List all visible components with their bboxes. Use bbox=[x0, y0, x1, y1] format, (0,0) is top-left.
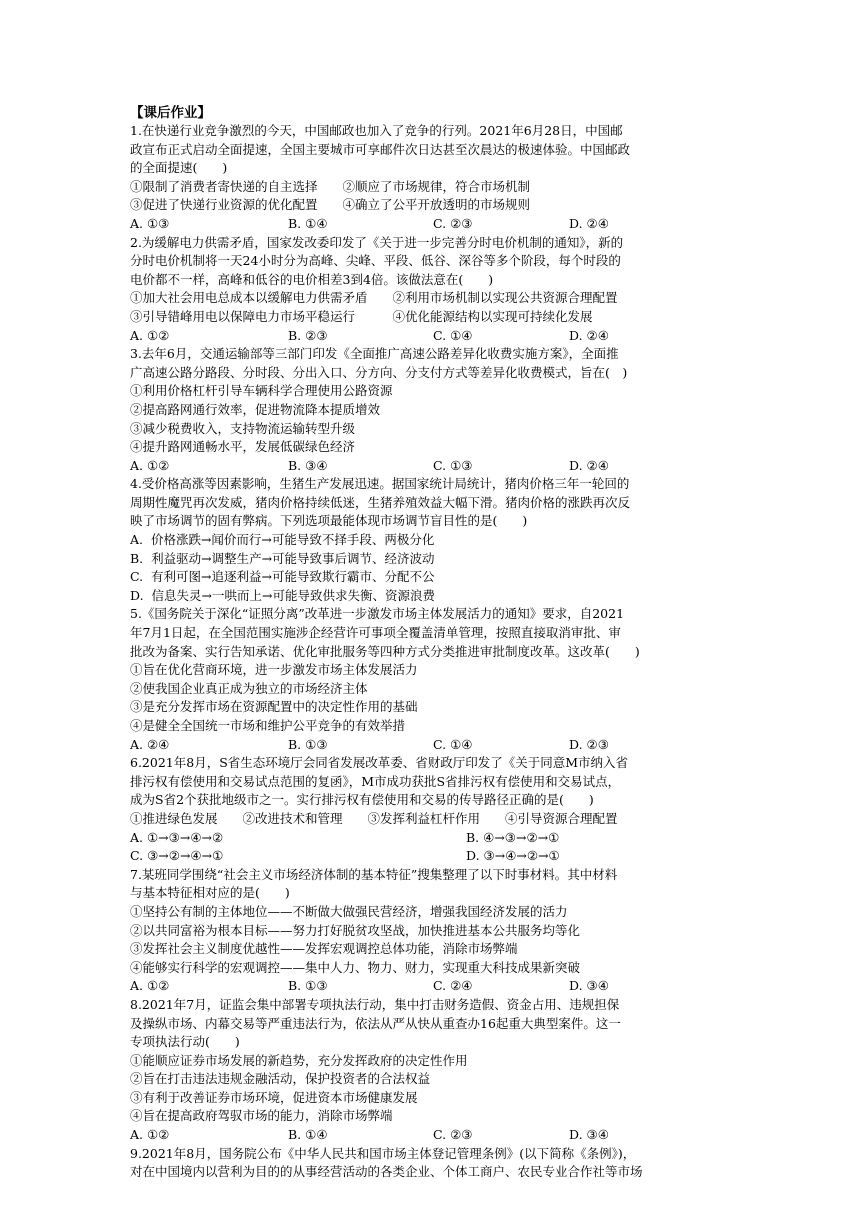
question-text-line: ②以共同富裕为根本目标——努力打好脱贫攻坚战，加快推进基本公共服务均等化 bbox=[130, 922, 581, 938]
answer-option: B. ③④ bbox=[288, 457, 328, 473]
question-2 bbox=[130, 234, 735, 346]
question-text-line: ②使我国企业真正成为独立的市场经济主体 bbox=[130, 680, 368, 696]
question-text-line: ③引导错峰用电以保障电力市场平稳运行 ④优化能源结构以实现可持续化发展 bbox=[130, 308, 593, 324]
answer-option: A. ①→③→④→② bbox=[130, 829, 224, 845]
question-text-line: 及操纵市场、内幕交易等严重违法行为，依法从严从快从重查办16起重大典型案件。这一 bbox=[130, 1015, 621, 1031]
question-text-line: D. 信息失灵→一哄而上→可能导致供求失衡、资源浪费 bbox=[130, 587, 435, 603]
question-text-line: ③有利于改善证券市场环境，促进资本市场健康发展 bbox=[130, 1089, 418, 1105]
question-text-line: 对在中国境内以营利为目的的从事经营活动的各类企业、个体工商户、农民专业合作社等市场 bbox=[130, 1164, 643, 1180]
question-text-line: 年7月1日起，在全国范围实施涉企经营许可事项全覆盖清单管理，按照直接取消审批、审 bbox=[130, 625, 621, 641]
answer-option: D. ③④ bbox=[569, 1127, 609, 1143]
question-text-line: 广高速公路分路段、分时段、分出入口、分方向、分支付方式等差异化收费模式，旨在( ) bbox=[130, 364, 628, 380]
question-text-line: ②提高路网通行效率，促进物流降本提质增效 bbox=[130, 401, 381, 417]
answer-option: C. ②④ bbox=[433, 978, 473, 994]
question-text-line: ③发挥社会主义制度优越性——发挥宏观调控总体功能，消除市场弊端 bbox=[130, 941, 518, 957]
answer-option: B. ②③ bbox=[288, 327, 328, 343]
answer-option: D. ②④ bbox=[569, 327, 609, 343]
question-text-line: ①利用价格杠杆引导车辆科学合理使用公路资源 bbox=[130, 383, 393, 399]
question-text-line: A. 价格涨跌→闻价而行→可能导致不择手段、两极分化 bbox=[130, 532, 435, 548]
answer-option: D. ②③ bbox=[569, 736, 609, 752]
answer-option: C. ①④ bbox=[433, 327, 473, 343]
question-text-line: ④提升路网通畅水平，发展低碳绿色经济 bbox=[130, 439, 356, 455]
answer-option: A. ①② bbox=[130, 327, 170, 343]
question-text-line: 6.2021年8月，S省生态环境厅会同省发展改革委、省财政厅印发了《关于同意M市纳入省 bbox=[130, 755, 629, 771]
answer-options bbox=[130, 847, 735, 866]
question-8 bbox=[130, 996, 735, 1145]
answer-option: C. ①④ bbox=[433, 736, 473, 752]
answer-option: A. ①③ bbox=[130, 215, 170, 231]
answer-option: A. ①② bbox=[130, 457, 170, 473]
answer-option: A. ①② bbox=[130, 978, 170, 994]
question-text-line: ①旨在优化营商环境，进一步激发市场主体发展活力 bbox=[130, 662, 418, 678]
question-list bbox=[130, 122, 735, 1182]
question-text-line: ①推进绿色发展 ②改进技术和管理 ③发挥利益杠杆作用 ④引导资源合理配置 bbox=[130, 810, 618, 826]
answer-option: A. ②④ bbox=[130, 736, 170, 752]
answer-option: B. ④→③→②→① bbox=[466, 829, 560, 845]
question-text-line: 映了市场调节的固有弊病。下列选项最能体现市场调节盲目性的是( ) bbox=[130, 513, 528, 529]
question-6 bbox=[130, 754, 735, 866]
answer-option: D. ③④ bbox=[569, 978, 609, 994]
question-5 bbox=[130, 605, 735, 754]
answer-option: C. ②③ bbox=[433, 1127, 473, 1143]
question-text-line: 排污权有偿使用和交易试点范围的复函》，M市成功获批S省排污权有偿使用和交易试点， bbox=[130, 773, 621, 789]
question-9 bbox=[130, 1145, 735, 1182]
question-text-line: C. 有利可图→追逐利益→可能导致欺行霸市、分配不公 bbox=[130, 569, 435, 585]
question-text-line: 电价都不一样，高峰和低谷的电价相差3到4倍。该做法意在( ) bbox=[130, 271, 494, 287]
answer-option: C. ②③ bbox=[433, 215, 473, 231]
answer-option: D. ②④ bbox=[569, 457, 609, 473]
answer-option: C. ①③ bbox=[433, 457, 473, 473]
question-text-line: ①能顺应证券市场发展的新趋势，充分发挥政府的决定性作用 bbox=[130, 1052, 468, 1068]
answer-options bbox=[130, 829, 735, 848]
answer-option: B. ①④ bbox=[288, 215, 328, 231]
question-text-line: ④是健全全国统一市场和维护公平竞争的有效举措 bbox=[130, 718, 406, 733]
answer-option: D. ③→④→②→① bbox=[466, 848, 560, 864]
answer-options bbox=[130, 215, 735, 234]
question-text-line: ③是充分发挥市场在资源配置中的决定性作用的基础 bbox=[130, 699, 418, 715]
question-7 bbox=[130, 866, 735, 996]
question-text-line: ③促进了快递行业资源的优化配置 ④确立了公平开放透明的市场规则 bbox=[130, 197, 531, 213]
question-text-line: 8.2021年7月，证监会集中部署专项执法行动，集中打击财务造假、资金占用、违规担保 bbox=[130, 996, 620, 1012]
question-1 bbox=[130, 122, 735, 234]
question-text-line: 9.2021年8月，国务院公布《中华人民共和国市场主体登记管理条例》(以下简称《条例》)， bbox=[130, 1145, 636, 1161]
question-text-line: 专项执法行动( ) bbox=[130, 1034, 240, 1050]
question-text-line: 成为S省2个获批地级市之一。实行排污权有偿使用和交易的传导路径正确的是( ) bbox=[130, 792, 594, 808]
question-text-line: 批改为备案、实行告知承诺、优化审批服务等四种方式分类推进审批制度改革。这改革( ) bbox=[130, 643, 640, 659]
answer-options bbox=[130, 736, 735, 755]
answer-options bbox=[130, 977, 735, 996]
question-text-line: 的全面提速( ) bbox=[130, 160, 228, 176]
question-text-line: 政宣布正式启动全面提速，全国主要城市可享邮件次日达甚至次晨达的极速体验。中国邮政 bbox=[130, 141, 631, 157]
question-text-line: 周期性魔咒再次发威，猪肉价格持续低迷，生猪养殖效益大幅下滑。猪肉价格的涨跌再次反 bbox=[130, 494, 631, 510]
answer-options bbox=[130, 457, 735, 476]
question-text-line: ④能够实行科学的宏观调控——集中人力、物力、财力，实现重大科技成果新突破 bbox=[130, 959, 581, 975]
question-text-line: 4.受价格高涨等因素影响，生猪生产发展迅速。据国家统计局统计，猪肉价格三年一轮回的 bbox=[130, 476, 630, 492]
question-3 bbox=[130, 345, 735, 475]
question-text-line: 3.去年6月，交通运输部等三部门印发《全面推广高速公路差异化收费实施方案》，全面推 bbox=[130, 346, 619, 362]
question-4 bbox=[130, 475, 735, 605]
section-heading: 【课后作业】 bbox=[130, 105, 211, 121]
answer-options bbox=[130, 1126, 735, 1145]
answer-option: A. ①② bbox=[130, 1127, 170, 1143]
answer-option: B. ①④ bbox=[288, 1127, 328, 1143]
answer-options bbox=[130, 327, 735, 346]
question-text-line: B. 利益驱动→调整生产→可能导致事后调节、经济波动 bbox=[130, 550, 435, 566]
question-text-line: 7.某班同学围绕“社会主义市场经济体制的基本特征”搜集整理了以下时事材料。其中材料 bbox=[130, 866, 618, 882]
question-text-line: ③减少税费收入，支持物流运输转型升级 bbox=[130, 420, 356, 436]
question-text-line: ①加大社会用电总成本以缓解电力供需矛盾 ②利用市场机制以实现公共资源合理配置 bbox=[130, 290, 618, 306]
answer-option: D. ②④ bbox=[569, 215, 609, 231]
question-text-line: 1.在快递行业竞争激烈的今天，中国邮政也加入了竞争的行列。2021年6月28日，中国邮 bbox=[130, 123, 623, 138]
question-text-line: ①坚持公有制的主体地位——不断做大做强民营经济，增强我国经济发展的活力 bbox=[130, 903, 568, 919]
question-text-line: 与基本特征相对应的是( ) bbox=[130, 885, 290, 901]
question-text-line: 分时电价机制将一天24小时分为高峰、尖峰、平段、低谷、深谷等多个阶段，每个时段的 bbox=[130, 253, 621, 269]
question-text-line: ④旨在提高政府驾驭市场的能力，消除市场弊端 bbox=[130, 1108, 393, 1124]
answer-option: C. ③→②→④→① bbox=[130, 848, 224, 864]
homework-page bbox=[130, 104, 735, 1182]
answer-option: B. ①③ bbox=[288, 736, 328, 752]
question-text-line: ②旨在打击违法违规金融活动，保护投资者的合法权益 bbox=[130, 1071, 431, 1087]
answer-option: B. ①③ bbox=[288, 978, 328, 994]
question-text-line: 5.《国务院关于深化“证照分离”改革进一步激发市场主体发展活力的通知》要求，自2021 bbox=[130, 606, 625, 622]
question-text-line: 2.为缓解电力供需矛盾，国家发改委印发了《关于进一步完善分时电价机制的通知》，新的 bbox=[130, 234, 624, 250]
question-text-line: ①限制了消费者寄快递的自主选择 ②顺应了市场规律，符合市场机制 bbox=[130, 178, 531, 194]
